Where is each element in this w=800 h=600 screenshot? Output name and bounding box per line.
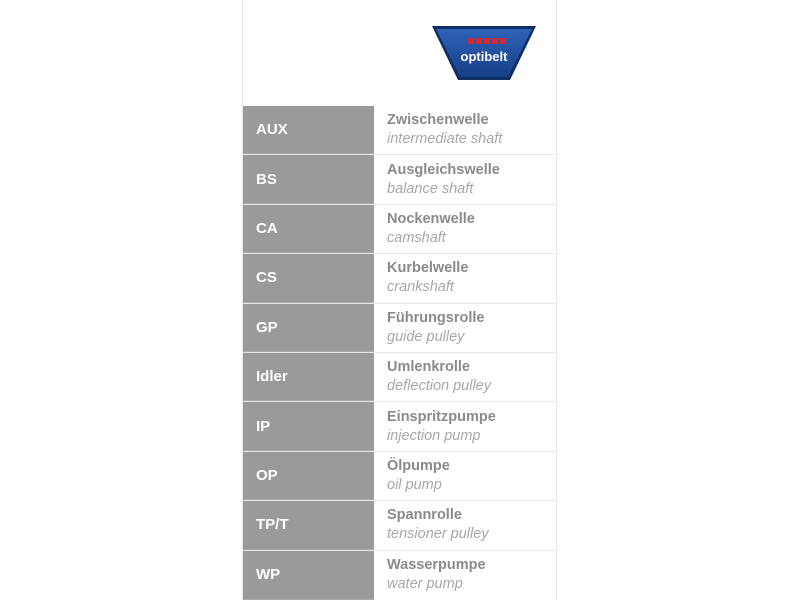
abbreviation-description bbox=[374, 304, 556, 352]
abbreviation-description bbox=[374, 551, 556, 600]
abbreviation-code: AUX bbox=[243, 106, 374, 154]
german-term: Ausgleichswelle bbox=[387, 161, 500, 178]
english-term: tensioner pulley bbox=[387, 526, 489, 543]
optibelt-logo bbox=[430, 24, 538, 82]
abbreviation-code: GP bbox=[243, 304, 374, 352]
english-term: camshaft bbox=[387, 229, 446, 246]
german-term: Wasserpumpe bbox=[387, 557, 486, 574]
legend-row bbox=[243, 501, 556, 550]
abbreviation-description bbox=[374, 501, 556, 549]
german-term: Zwischenwelle bbox=[387, 112, 489, 129]
legend-row bbox=[243, 304, 556, 353]
legend-row bbox=[243, 353, 556, 402]
abbreviation-code: BS bbox=[243, 155, 374, 203]
german-term: Spannrolle bbox=[387, 507, 462, 524]
english-term: guide pulley bbox=[387, 328, 465, 345]
legend-row bbox=[243, 551, 556, 600]
abbreviation-description bbox=[374, 205, 556, 253]
abbreviation-description bbox=[374, 452, 556, 500]
legend-row bbox=[243, 254, 556, 303]
abbreviation-code: WP bbox=[243, 551, 374, 600]
english-term: balance shaft bbox=[387, 180, 474, 197]
abbreviation-description bbox=[374, 254, 556, 302]
abbreviation-description bbox=[374, 353, 556, 401]
english-term: water pump bbox=[387, 576, 463, 593]
abbreviation-code: IP bbox=[243, 402, 374, 450]
english-term: crankshaft bbox=[387, 279, 454, 296]
abbreviation-description bbox=[374, 402, 556, 450]
german-term: Ölpumpe bbox=[387, 457, 450, 474]
german-term: Nockenwelle bbox=[387, 210, 475, 227]
english-term: injection pump bbox=[387, 427, 481, 444]
legend-rows bbox=[243, 106, 556, 600]
english-term: oil pump bbox=[387, 476, 442, 493]
legend-header bbox=[243, 0, 556, 107]
german-term: Umlenkrolle bbox=[387, 359, 470, 376]
legend-row bbox=[243, 155, 556, 204]
legend-row bbox=[243, 402, 556, 451]
abbreviation-code: Idler bbox=[243, 353, 374, 401]
german-term: Einspritzpumpe bbox=[387, 408, 496, 425]
svg-text:optibelt: optibelt bbox=[460, 49, 508, 64]
legend-row bbox=[243, 452, 556, 501]
abbreviation-code: OP bbox=[243, 452, 374, 500]
english-term: intermediate shaft bbox=[387, 131, 503, 148]
abbreviation-description bbox=[374, 106, 556, 154]
abbreviation-code: CS bbox=[243, 254, 374, 302]
abbreviation-code: CA bbox=[243, 205, 374, 253]
legend-row bbox=[243, 106, 556, 155]
abbreviation-code: TP/T bbox=[243, 501, 374, 549]
abbreviation-legend-card bbox=[242, 0, 557, 600]
legend-row bbox=[243, 205, 556, 254]
english-term: deflection pulley bbox=[387, 378, 491, 395]
german-term: Führungsrolle bbox=[387, 309, 485, 326]
abbreviation-description bbox=[374, 155, 556, 203]
german-term: Kurbelwelle bbox=[387, 260, 469, 277]
